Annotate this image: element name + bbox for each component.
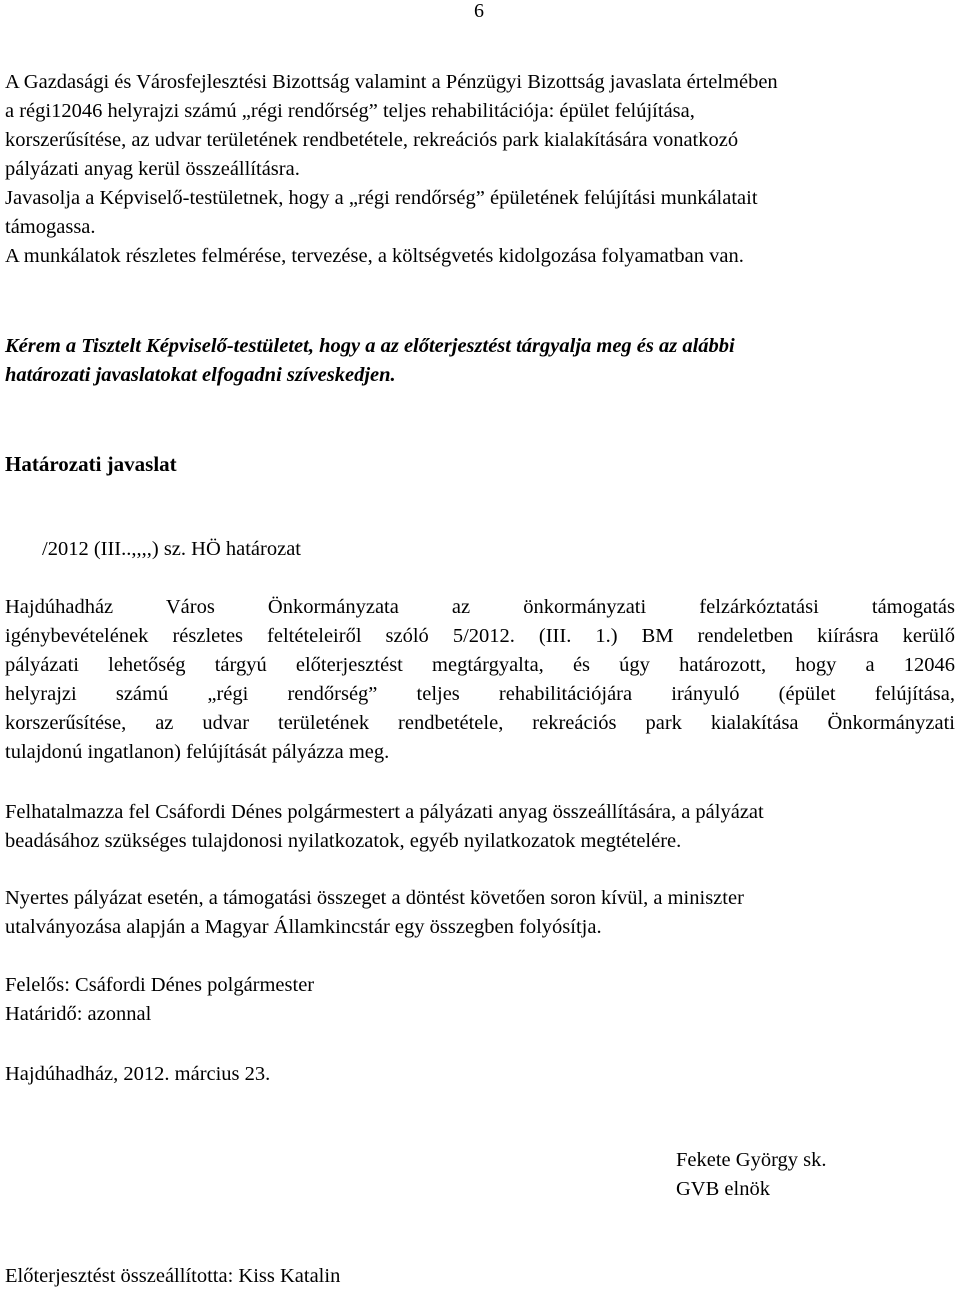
request-paragraph: [5, 332, 955, 390]
winner-line: utalványozása alapján a Magyar Államkincstár egy összegben folyósítja.: [5, 916, 602, 938]
request-line: határozati javaslatokat elfogadni szíveskedjen.: [5, 364, 396, 386]
signature-block: [676, 1146, 827, 1204]
responsible-deadline: [5, 971, 955, 1029]
intro-line: korszerűsítése, az udvar területének rendbetétele, rekreációs park kialakítására vonatkozó: [5, 129, 739, 151]
winner-paragraph: [5, 884, 955, 942]
resolution-line: tulajdonú ingatlanon) felújítását pályázza meg.: [5, 741, 390, 763]
resolution-line: korszerűsítése, az udvar területének rendbetétele, rekreációs park kialakítása Önkormányzati: [5, 712, 955, 734]
intro-line: a régi12046 helyrajzi számú „régi rendőrség” teljes rehabilitációja: épület felújítása,: [5, 100, 695, 122]
intro-line: támogassa.: [5, 216, 96, 238]
resolution-paragraph: [5, 593, 955, 767]
resolution-line: pályázati lehetőség tárgyú előterjesztést megtárgyalta, és úgy határozott, hogy a 12046: [5, 654, 955, 676]
authorization-line: Felhatalmazza fel Csáfordi Dénes polgármestert a pályázati anyag összeállítására, a pályázat: [5, 801, 764, 823]
winner-line: Nyertes pályázat esetén, a támogatási összeget a döntést követően soron kívül, a miniszter: [5, 887, 744, 909]
prepared-by: Előterjesztést összeállította: Kiss Katalin: [5, 1265, 341, 1287]
authorization-line: beadásához szükséges tulajdonosi nyilatkozatok, egyéb nyilatkozatok megtételére.: [5, 830, 682, 852]
intro-line: A munkálatok részletes felmérése, tervezése, a költségvetés kidolgozása folyamatban van.: [5, 245, 744, 267]
signature-title: GVB elnök: [676, 1178, 770, 1200]
resolution-heading: Határozati javaslat: [5, 452, 177, 476]
intro-paragraph: [5, 68, 955, 271]
responsible-line: Felelős: Csáfordi Dénes polgármester: [5, 974, 315, 996]
authorization-paragraph: [5, 798, 955, 856]
intro-line: A Gazdasági és Városfejlesztési Bizottság valamint a Pénzügyi Bizottság javaslata értelmében: [5, 71, 778, 93]
place-date: Hajdúhadház, 2012. március 23.: [5, 1063, 271, 1085]
resolution-number: /2012 (III..,,,,) sz. HÖ határozat: [42, 538, 302, 560]
request-line: Kérem a Tisztelt Képviselő-testületet, hogy a az előterjesztést tárgyalja meg és az alábbi: [5, 335, 735, 357]
resolution-line: Hajdúhadház Város Önkormányzata az önkormányzati felzárkóztatási támogatás: [5, 596, 955, 618]
resolution-line: igénybevételének részletes feltételeiről szóló 5/2012. (III. 1.) BM rendeletben kiírásra kerülő: [5, 625, 955, 647]
intro-line: pályázati anyag kerül összeállításra.: [5, 158, 300, 180]
deadline-line: Határidő: azonnal: [5, 1003, 152, 1025]
page-number: 6: [474, 0, 484, 22]
intro-line: Javasolja a Képviselő-testületnek, hogy a „régi rendőrség” épületének felújítási munkálatait: [5, 187, 758, 209]
signature-name: Fekete György sk.: [676, 1149, 827, 1171]
resolution-line: helyrajzi számú „régi rendőrség” teljes rehabilitációjára irányuló (épület felújítása,: [5, 683, 955, 705]
